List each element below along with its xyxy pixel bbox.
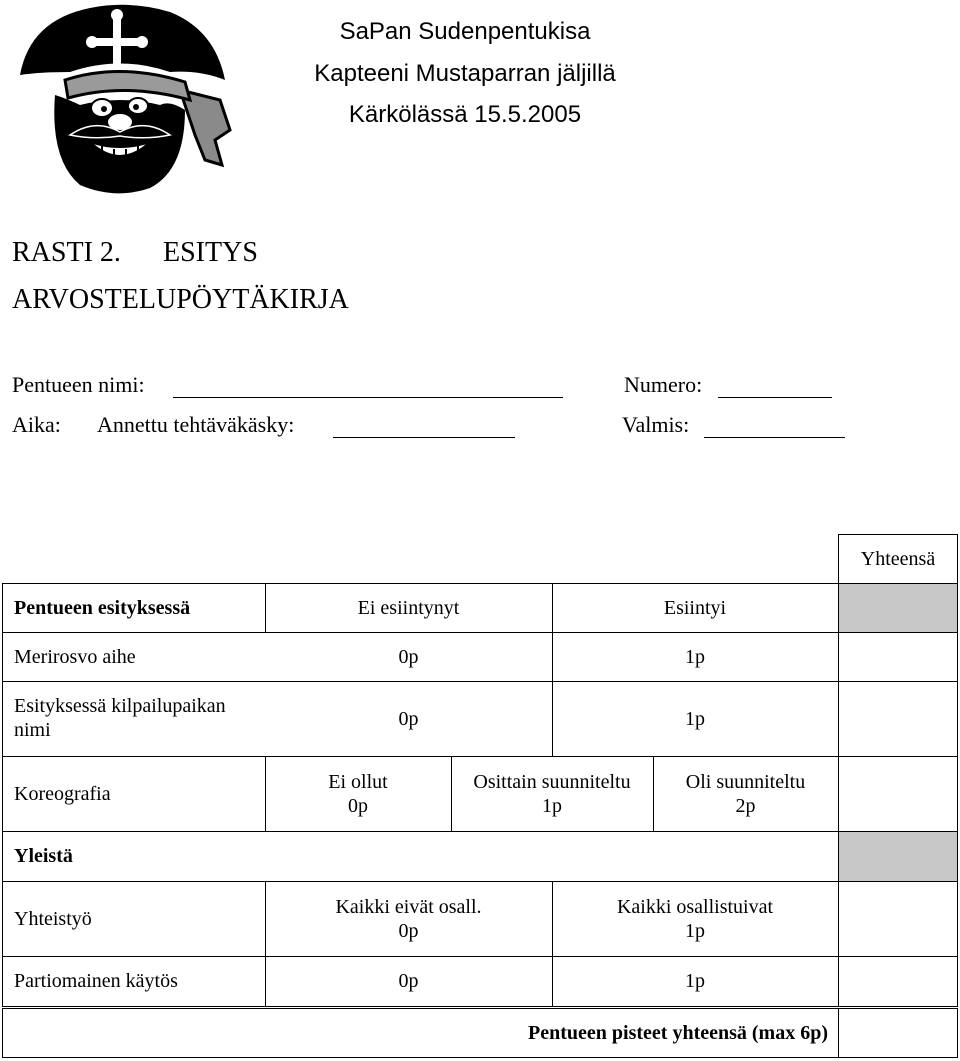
annettu-blank[interactable]	[333, 437, 515, 438]
header-line-3: Kärkölässä 15.5.2005	[348, 101, 582, 128]
rasti-title: RASTI 2.	[12, 237, 121, 268]
poytakirja-title: ARVOSTELUPÖYTÄKIRJA	[12, 284, 349, 315]
koreografia-c2	[451, 756, 653, 832]
aika-label: Aika:	[12, 412, 61, 437]
valmis-label: Valmis:	[622, 412, 690, 437]
koreografia-c1	[265, 756, 451, 832]
yhteistyo-c1-line1: Kaikki eivät osall.	[335, 896, 482, 918]
yhteistyo-label: Yhteistyö	[14, 908, 92, 930]
total-label: Pentueen pisteet yhteensä (max 6p)	[528, 1022, 828, 1044]
koreografia-c3	[653, 756, 838, 832]
pentueen-label: Pentueen esityksessä	[14, 597, 191, 619]
kilpailupaikan-label-line2: nimi	[14, 719, 51, 741]
koreografia-label: Koreografia	[14, 783, 111, 805]
koreografia-c2-line2: 1p	[542, 795, 562, 817]
numero-blank[interactable]	[718, 397, 832, 398]
koreografia-c3-line1: Oli suunniteltu	[685, 771, 806, 793]
yhteistyo-c2-line1: Kaikki osallistuivat	[616, 896, 774, 918]
valmis-blank[interactable]	[704, 437, 845, 438]
koreografia-c2-line1: Osittain suunniteltu	[473, 771, 631, 793]
kilpailupaikan-label	[14, 694, 264, 746]
yhteensa-header: Yhteensä	[838, 534, 958, 584]
pentueen-c2: Esiintyi	[663, 597, 727, 619]
pentueen-c1: Ei esiintynyt	[357, 597, 460, 619]
kilpailupaikan-label-line1: Esityksessä kilpailupaikan	[14, 695, 226, 717]
partiomainen-c1: 0p	[398, 970, 419, 992]
pentueen-nimi-label: Pentueen nimi:	[12, 372, 145, 397]
yhteistyo-c2	[552, 881, 838, 957]
yleista-total-shaded	[838, 831, 958, 882]
partiomainen-c2: 1p	[685, 970, 705, 992]
yhteistyo-c1-line2: 0p	[398, 920, 419, 942]
kilpailupaikan-c2: 1p	[685, 708, 705, 730]
yhteistyo-c1	[265, 881, 552, 957]
yhteistyo-c2-line2: 1p	[685, 920, 705, 942]
header-line-2: Kapteeni Mustaparran jäljillä	[314, 60, 616, 87]
numero-label: Numero:	[624, 372, 703, 397]
kilpailupaikan-total[interactable]	[838, 681, 958, 758]
grand-total[interactable]	[838, 1008, 958, 1058]
koreografia-c1-line1: Ei ollut	[328, 771, 388, 793]
merirosvo-c2: 1p	[685, 646, 705, 668]
merirosvo-label: Merirosvo aihe	[14, 646, 136, 668]
yleista-label: Yleistä	[14, 845, 73, 867]
esitys-title: ESITYS	[163, 237, 258, 268]
merirosvo-c1: 0p	[398, 646, 419, 668]
koreografia-c1-line2: 0p	[348, 795, 368, 817]
koreografia-c3-line2: 2p	[735, 795, 756, 817]
partiomainen-total[interactable]	[838, 956, 958, 1007]
pentueen-nimi-blank[interactable]	[173, 397, 563, 398]
pentueen-total-shaded	[838, 583, 958, 634]
merirosvo-total[interactable]	[838, 632, 958, 683]
header-line-1: SaPan Sudenpentukisa	[339, 18, 591, 45]
pirate-logo-icon	[10, 0, 232, 200]
koreografia-total[interactable]	[838, 756, 958, 833]
annettu-label: Annettu tehtäväkäsky:	[97, 412, 295, 437]
partiomainen-label: Partiomainen käytös	[14, 970, 178, 992]
kilpailupaikan-c1: 0p	[398, 708, 419, 730]
yhteistyo-total[interactable]	[838, 881, 958, 958]
